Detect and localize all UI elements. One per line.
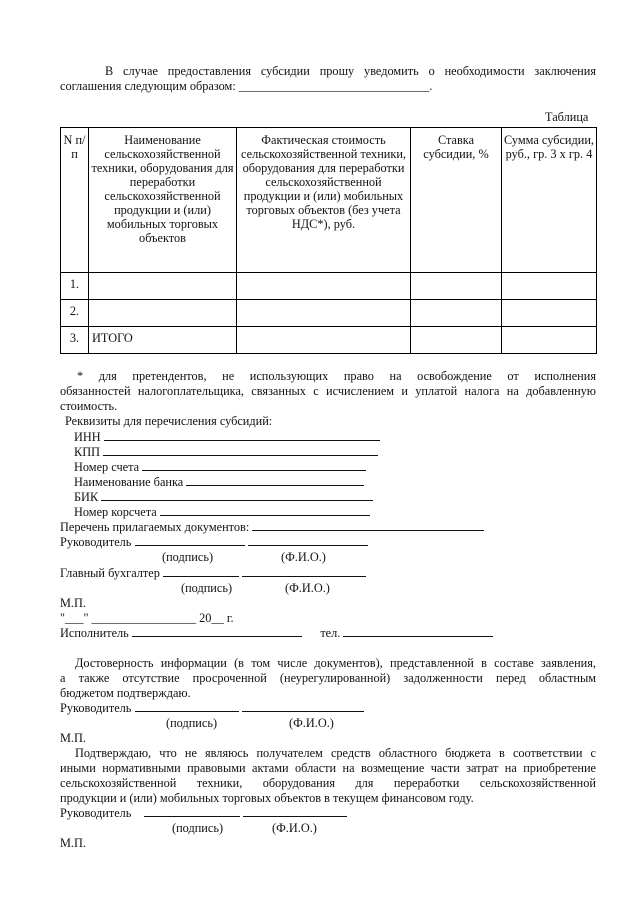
intro-line-2: соглашения следующим образом: _______________________________. bbox=[60, 79, 433, 93]
date-line[interactable]: "___" _________________ 20__ г. bbox=[60, 611, 234, 625]
table-cell[interactable]: 3. bbox=[61, 327, 89, 354]
head-signature-hint: (подпись) bbox=[162, 550, 214, 564]
head-label: Руководитель bbox=[60, 535, 132, 549]
phone-field[interactable] bbox=[343, 627, 493, 637]
table-row bbox=[61, 300, 597, 327]
confirm2-line-1: Подтверждаю, что не являюсь получателем средств областного бюджета в соответствии с bbox=[75, 746, 596, 760]
bik-field[interactable] bbox=[101, 491, 373, 501]
table-cell[interactable] bbox=[237, 327, 411, 354]
documents-field[interactable] bbox=[252, 521, 484, 531]
account-label: Номер счета bbox=[74, 460, 140, 474]
header-cost: Фактическая стоимость сельскохозяйственной техники, оборудования для переработки сельскохозяйственной продукции и (или) мобильных торговых объектов (без учета НДС*), руб. bbox=[237, 128, 411, 273]
account-field[interactable] bbox=[142, 461, 366, 471]
head2-fio-field[interactable] bbox=[242, 702, 364, 712]
header-rate: Ставка субсидии, % bbox=[411, 128, 502, 273]
head-label: Руководитель bbox=[60, 806, 132, 820]
bik-label: БИК bbox=[74, 490, 99, 504]
head-signature-field[interactable] bbox=[135, 536, 245, 546]
header-number: N п/п bbox=[61, 128, 89, 273]
documents-row bbox=[60, 520, 484, 534]
head2-fio-hint: (Ф.И.О.) bbox=[289, 716, 334, 730]
table-cell[interactable] bbox=[89, 273, 237, 300]
head3-fio-hint: (Ф.И.О.) bbox=[272, 821, 317, 835]
table-row bbox=[61, 273, 597, 300]
executor-field[interactable] bbox=[132, 627, 302, 637]
header-sum: Сумма субсидии, руб., гр. 3 x гр. 4 bbox=[502, 128, 597, 273]
subsidy-table bbox=[60, 127, 597, 354]
table-cell[interactable]: 2. bbox=[61, 300, 89, 327]
kpp-field[interactable] bbox=[103, 446, 378, 456]
confirm1-line-3: бюджетом подтверждаю. bbox=[60, 686, 191, 700]
table-cell[interactable] bbox=[502, 273, 597, 300]
table-cell[interactable] bbox=[237, 273, 411, 300]
table-cell[interactable] bbox=[411, 300, 502, 327]
head-fio-hint: (Ф.И.О.) bbox=[281, 550, 326, 564]
footnote-line-3: стоимость. bbox=[60, 399, 118, 413]
table-caption: Таблица bbox=[545, 110, 589, 124]
table-cell[interactable]: 1. bbox=[61, 273, 89, 300]
phone-label: тел. bbox=[320, 626, 341, 640]
table-cell[interactable] bbox=[89, 300, 237, 327]
table-cell[interactable] bbox=[411, 327, 502, 354]
documents-label: Перечень прилагаемых документов: bbox=[60, 520, 250, 534]
confirm2-line-4: продукции и (или) мобильных торговых объектов в текущем финансовом году. bbox=[60, 791, 474, 805]
inn-field[interactable] bbox=[104, 431, 380, 441]
table-cell[interactable] bbox=[502, 300, 597, 327]
corr-field[interactable] bbox=[160, 506, 370, 516]
footnote-line-2: обязанностей налогоплательщика, связанных с исчислением и уплатой налога на добавленную bbox=[60, 384, 596, 398]
footnote-line-1: * для претендентов, не использующих право на освобождение от исполнения bbox=[77, 369, 596, 383]
head-fio-field[interactable] bbox=[248, 536, 368, 546]
stamp-place: М.П. bbox=[60, 596, 86, 610]
kpp-row bbox=[74, 445, 378, 459]
confirm1-line-1: Достоверность информации (в том числе документов), представленной в составе заявления, bbox=[75, 656, 596, 670]
table-cell[interactable] bbox=[502, 327, 597, 354]
header-name: Наименование сельскохозяйственной техники, оборудования для переработки сельскохозяйственной продукции и (или) мобильных торговых объектов bbox=[89, 128, 237, 273]
table-cell[interactable] bbox=[237, 300, 411, 327]
kpp-label: КПП bbox=[74, 445, 100, 459]
accountant-fio-hint: (Ф.И.О.) bbox=[285, 581, 330, 595]
confirm1-line-2: а также отсутствие просроченной (неурегулированной) задолженности перед областным bbox=[60, 671, 596, 685]
executor-label: Исполнитель bbox=[60, 626, 129, 640]
table-row bbox=[61, 327, 597, 354]
stamp-place-2: М.П. bbox=[60, 731, 86, 745]
bik-row bbox=[74, 490, 373, 504]
confirm2-line-2: иными нормативными правовыми актами области на возмещение части затрат на приобретение bbox=[60, 761, 596, 775]
requisites-title: Реквизиты для перечисления субсидий: bbox=[65, 414, 273, 428]
inn-label: ИНН bbox=[74, 430, 101, 444]
accountant-signature-hint: (подпись) bbox=[181, 581, 233, 595]
head3-row bbox=[60, 806, 347, 820]
accountant-row bbox=[60, 566, 366, 580]
executor-row bbox=[60, 626, 493, 640]
head2-signature-hint: (подпись) bbox=[166, 716, 218, 730]
accountant-signature-field[interactable] bbox=[163, 567, 239, 577]
confirm2-line-3: сельскохозяйственной техники, оборудования для переработки сельскохозяйственной bbox=[60, 776, 596, 790]
accountant-label: Главный бухгалтер bbox=[60, 566, 160, 580]
table-cell[interactable] bbox=[411, 273, 502, 300]
head-label: Руководитель bbox=[60, 701, 132, 715]
head3-signature-field[interactable] bbox=[144, 807, 240, 817]
corr-row bbox=[74, 505, 370, 519]
head3-signature-hint: (подпись) bbox=[172, 821, 224, 835]
head3-fio-field[interactable] bbox=[243, 807, 347, 817]
head2-row bbox=[60, 701, 364, 715]
inn-row bbox=[74, 430, 380, 444]
corr-label: Номер корсчета bbox=[74, 505, 157, 519]
bank-field[interactable] bbox=[186, 476, 364, 486]
stamp-place-3: М.П. bbox=[60, 836, 86, 850]
bank-label: Наименование банка bbox=[74, 475, 184, 489]
bank-row bbox=[74, 475, 364, 489]
head2-signature-field[interactable] bbox=[135, 702, 239, 712]
intro-line-1: В случае предоставления субсидии прошу уведомить о необходимости заключения bbox=[105, 64, 596, 78]
table-header-row bbox=[61, 128, 597, 273]
accountant-fio-field[interactable] bbox=[242, 567, 366, 577]
table-cell-total[interactable]: ИТОГО bbox=[89, 327, 237, 354]
head-row bbox=[60, 535, 368, 549]
account-row bbox=[74, 460, 366, 474]
